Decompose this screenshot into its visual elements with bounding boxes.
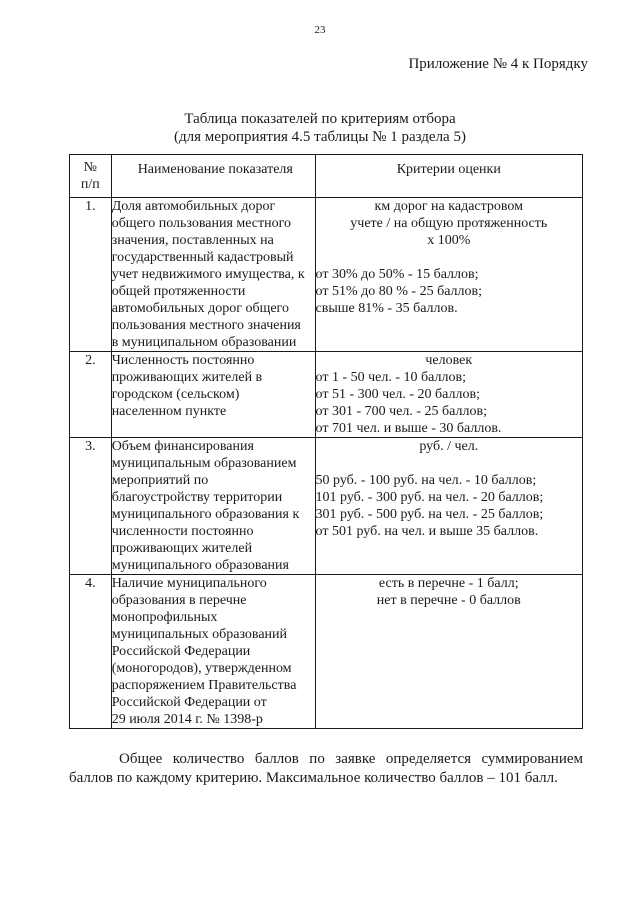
evaluation-criteria (315, 198, 582, 352)
indicator-name-line: муниципального образования (111, 558, 289, 573)
appendix-label: Приложение № 4 к Порядку (408, 56, 588, 72)
indicator-name-line: мероприятий по (111, 473, 209, 488)
indicator-name-line: монопрофильных (111, 610, 218, 625)
indicator-name-line: населенном пункте (111, 404, 227, 419)
criteria-head-line: км дорог на кадастровом (374, 199, 524, 214)
indicator-name-line: учет недвижимого имущества, к (111, 267, 305, 282)
criteria-table (69, 154, 583, 729)
indicator-name-line: Численность постоянно (111, 353, 255, 368)
criteria-head-line: есть в перечне - 1 балл; (378, 576, 519, 591)
indicator-name (111, 438, 315, 575)
indicator-name (111, 198, 315, 352)
header-num-line-1: № (83, 160, 98, 175)
indicator-name-line: Российской Федерации (111, 644, 251, 659)
indicator-name (111, 352, 315, 438)
criteria-item: от 1 - 50 чел. - 10 баллов; (315, 370, 466, 385)
table-row (70, 575, 583, 729)
header-name (111, 155, 315, 198)
evaluation-criteria (315, 438, 582, 575)
indicator-name-line: муниципальным образованием (111, 456, 297, 471)
criteria-head-line: человек (425, 353, 473, 368)
indicator-name (111, 575, 315, 729)
summary-line-1: Общее количество баллов по заявке определяется суммированием (119, 751, 583, 767)
indicator-name-line: образования в перечне (111, 593, 247, 608)
header-criteria (315, 155, 582, 198)
row-number: 4. (70, 575, 112, 729)
table-title-line-1: Таблица показателей по критериям отбора (184, 111, 456, 127)
indicator-name-line: городском (сельском) (111, 387, 240, 402)
row-number: 3. (70, 438, 112, 575)
table-header-row (70, 155, 583, 198)
summary-line-2: баллов по каждому критерию. Максимальное количество баллов – 101 балл. (69, 770, 558, 786)
evaluation-criteria (315, 352, 582, 438)
criteria-item: от 30% до 50% - 15 баллов; (315, 267, 479, 282)
indicator-name-line: в муниципальном образовании (111, 335, 297, 350)
indicator-name-line: пользования местного значения (111, 318, 301, 333)
header-num (70, 155, 112, 198)
criteria-item: от 51 - 300 чел. - 20 баллов; (315, 387, 480, 402)
header-name-text: Наименование показателя (137, 162, 293, 177)
criteria-head-line: руб. / чел. (419, 439, 479, 454)
indicator-name-line: численности постоянно (111, 524, 254, 539)
indicator-name-line: благоустройству территории (111, 490, 283, 505)
indicator-name-line: Доля автомобильных дорог (111, 199, 276, 214)
row-number: 1. (70, 198, 112, 352)
criteria-head-line: учете / на общую протяженность (350, 216, 548, 231)
indicator-name-line: муниципальных образований (111, 627, 288, 642)
criteria-head-line: х 100% (427, 233, 471, 248)
criteria-item: от 701 чел. и выше - 30 баллов. (315, 421, 502, 436)
indicator-name-line: автомобильных дорог общего (111, 301, 289, 316)
indicator-name-line: распоряжением Правительства (111, 678, 297, 693)
criteria-item: 301 руб. - 500 руб. на чел. - 25 баллов; (315, 507, 544, 522)
header-num-line-2: п/п (80, 177, 100, 192)
page-number: 23 (314, 24, 326, 36)
indicator-name-line: 29 июля 2014 г. № 1398-р (111, 712, 263, 727)
evaluation-criteria (315, 575, 582, 729)
indicator-name-line: Российской Федерации от (111, 695, 267, 710)
indicator-name-line: государственный кадастровый (111, 250, 294, 265)
indicator-name-line: общего пользования местного (111, 216, 292, 231)
indicator-name-line: значения, поставленных на (111, 233, 274, 248)
row-number: 2. (70, 352, 112, 438)
table-title (0, 110, 640, 146)
header-criteria-text: Критерии оценки (396, 162, 501, 177)
criteria-item: свыше 81% - 35 баллов. (315, 301, 458, 316)
indicator-name-line: Объем финансирования (111, 439, 254, 454)
summary-paragraph (69, 750, 583, 788)
indicator-name-line: проживающих жителей в (111, 370, 263, 385)
table-row (70, 198, 583, 352)
criteria-item: от 301 - 700 чел. - 25 баллов; (315, 404, 487, 419)
indicator-name-line: проживающих жителей (111, 541, 253, 556)
indicator-name-line: (моногородов), утвержденном (111, 661, 292, 676)
indicator-name-line: Наличие муниципального (111, 576, 267, 591)
table-row (70, 438, 583, 575)
criteria-item: 50 руб. - 100 руб. на чел. - 10 баллов; (315, 473, 537, 488)
table-title-line-2: (для мероприятия 4.5 таблицы № 1 раздела 5) (174, 129, 466, 145)
table-row (70, 352, 583, 438)
criteria-item: 101 руб. - 300 руб. на чел. - 20 баллов; (315, 490, 544, 505)
criteria-head-line: нет в перечне - 0 баллов (376, 593, 521, 608)
criteria-item: от 501 руб. на чел. и выше 35 баллов. (315, 524, 539, 539)
indicator-name-line: муниципального образования к (111, 507, 300, 522)
criteria-item: от 51% до 80 % - 25 баллов; (315, 284, 483, 299)
indicator-name-line: общей протяженности (111, 284, 246, 299)
